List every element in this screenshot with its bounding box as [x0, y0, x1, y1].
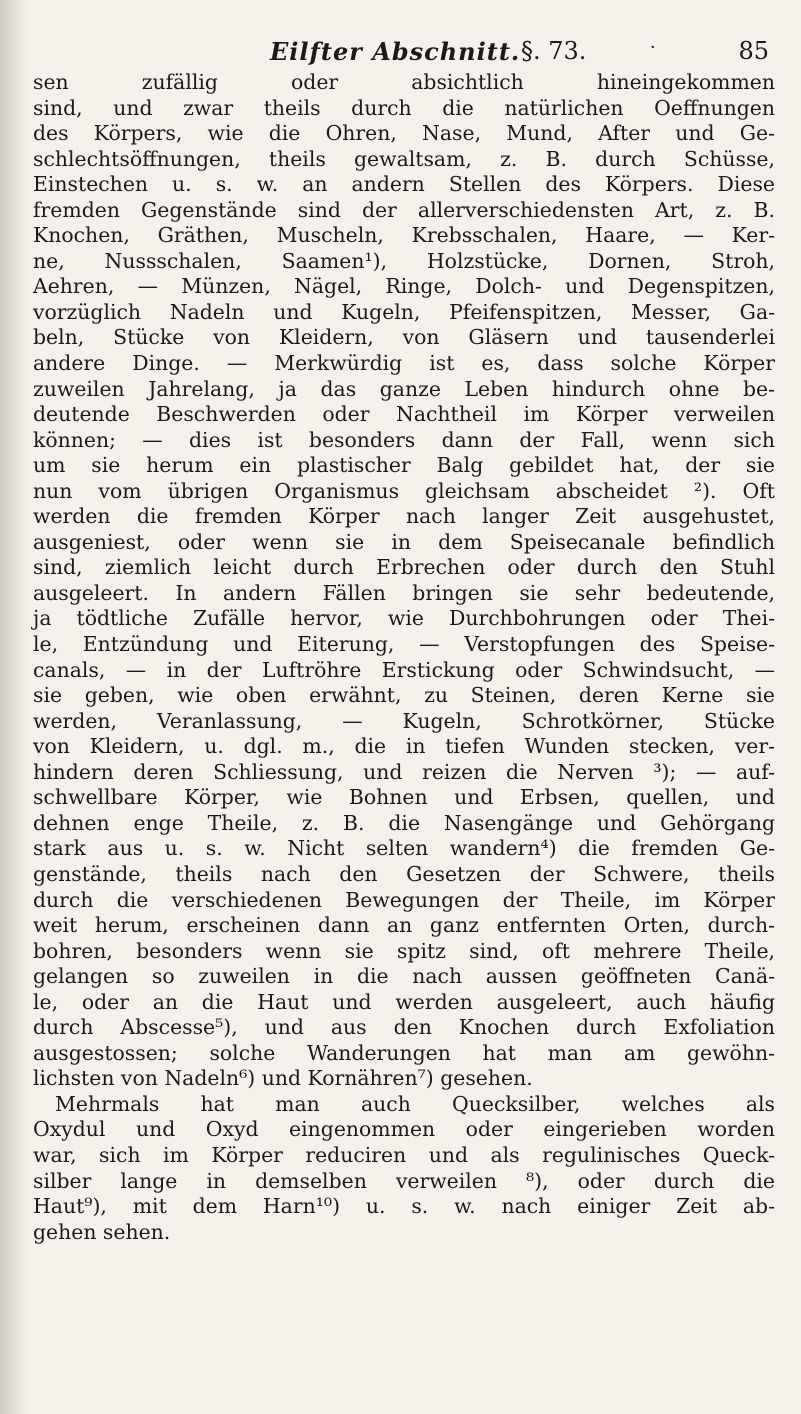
body-text: [33, 70, 775, 1245]
text-line: le, oder an die Haut und werden ausgeleert, auch häufig: [33, 989, 775, 1014]
text-line: fremden Gegenstände sind der allerverschiedensten Art, z. B.: [33, 197, 775, 222]
text-line: von Kleidern, u. dgl. m., die in tiefen Wunden stecken, ver-: [33, 734, 775, 759]
text-line: schlechtsöffnungen, theils gewaltsam, z. B. durch Schüsse,: [33, 146, 775, 171]
text-line: ausgestossen; solche Wanderungen hat man am gewöhn-: [33, 1040, 775, 1065]
text-line: vorzüglich Nadeln und Kugeln, Pfeifenspitzen, Messer, Ga-: [33, 299, 775, 324]
text-line: durch die verschiedenen Bewegungen der Theile, im Körper: [33, 887, 775, 912]
text-line: Mehrmals hat man auch Quecksilber, welches als: [55, 1091, 775, 1116]
header-title: Eilfter Abschnitt.: [270, 37, 521, 66]
text-line: bohren, besonders wenn sie spitz sind, oft mehrere Theile,: [33, 938, 775, 963]
text-line: ausgeniest, oder wenn sie in dem Speisecanale befindlich: [33, 529, 775, 554]
text-line: sind, ziemlich leicht durch Erbrechen oder durch den Stuhl: [33, 555, 775, 580]
page-binding-shadow: [0, 0, 30, 1414]
text-line: Knochen, Gräthen, Muscheln, Krebsschalen, Haare, — Ker-: [33, 223, 775, 248]
text-line: Oxydul und Oxyd eingenommen oder eingerieben worden: [33, 1117, 775, 1142]
text-line: Aehren, — Münzen, Nägel, Ringe, Dolch- und Degenspitzen,: [33, 274, 775, 299]
text-line: stark aus u. s. w. Nicht selten wandern⁴) die fremden Ge-: [33, 836, 775, 861]
text-line: Einstechen u. s. w. an andern Stellen des Körpers. Diese: [33, 172, 775, 197]
text-line: sind, und zwar theils durch die natürlichen Oeffnungen: [33, 95, 775, 120]
text-line: silber lange in demselben verweilen ⁸), oder durch die: [33, 1168, 775, 1193]
text-line: weit herum, erscheinen dann an ganz entfernten Orten, durch-: [33, 913, 775, 938]
text-line: des Körpers, wie die Ohren, Nase, Mund, After und Ge-: [33, 121, 775, 146]
text-line: werden, Veranlassung, — Kugeln, Schrotkörner, Stücke: [33, 708, 775, 733]
header-mark: ·: [650, 37, 656, 58]
text-line: beln, Stücke von Kleidern, von Gläsern und tausenderlei: [33, 325, 775, 350]
text-line: sie geben, wie oben erwähnt, zu Steinen, deren Kerne sie: [33, 683, 775, 708]
text-line: ne, Nussschalen, Saamen¹), Holzstücke, Dornen, Stroh,: [33, 248, 775, 273]
text-line: war, sich im Körper reduciren und als regulinisches Queck-: [33, 1142, 775, 1167]
text-line: sen zufällig oder absichtlich hineingekommen: [33, 70, 775, 94]
text-line: werden die fremden Körper nach langer Zeit ausgehustet,: [33, 504, 775, 529]
text-line: canals, — in der Luftröhre Erstickung oder Schwindsucht, —: [33, 657, 775, 682]
text-line: hindern deren Schliessung, und reizen die Nerven ³); — auf-: [33, 759, 775, 784]
text-line: können; — dies ist besonders dann der Fall, wenn sich: [33, 427, 775, 452]
running-header: [33, 37, 775, 71]
page-number: 85: [738, 37, 769, 65]
text-line: Haut⁹), mit dem Harn¹⁰) u. s. w. nach einiger Zeit ab-: [33, 1194, 775, 1219]
text-line: ja tödtliche Zufälle hervor, wie Durchbohrungen oder Thei-: [33, 606, 775, 631]
text-line: durch Abscesse⁵), und aus den Knochen durch Exfoliation: [33, 1015, 775, 1040]
text-line: um sie herum ein plastischer Balg gebildet hat, der sie: [33, 453, 775, 478]
text-line: genstände, theils nach den Gesetzen der Schwere, theils: [33, 861, 775, 886]
text-line: andere Dinge. — Merkwürdig ist es, dass solche Körper: [33, 351, 775, 376]
header-section-number: §. 73.: [521, 37, 587, 65]
book-page: [33, 0, 775, 1414]
text-line: gehen sehen.: [33, 1219, 171, 1244]
text-line: lichsten von Nadeln⁶) und Kornähren⁷) gesehen.: [33, 1066, 533, 1091]
text-line: dehnen enge Theile, z. B. die Nasengänge und Gehörgang: [33, 810, 775, 835]
text-line: schwellbare Körper, wie Bohnen und Erbsen, quellen, und: [33, 785, 775, 810]
text-line: nun vom übrigen Organismus gleichsam abscheidet ²). Oft: [33, 478, 775, 503]
text-line: zuweilen Jahrelang, ja das ganze Leben hindurch ohne be-: [33, 376, 775, 401]
text-line: gelangen so zuweilen in die nach aussen geöffneten Canä-: [33, 964, 775, 989]
text-line: deutende Beschwerden oder Nachtheil im Körper verweilen: [33, 402, 775, 427]
text-line: ausgeleert. In andern Fällen bringen sie sehr bedeutende,: [33, 580, 775, 605]
text-line: le, Entzündung und Eiterung, — Verstopfungen des Speise-: [33, 632, 775, 657]
